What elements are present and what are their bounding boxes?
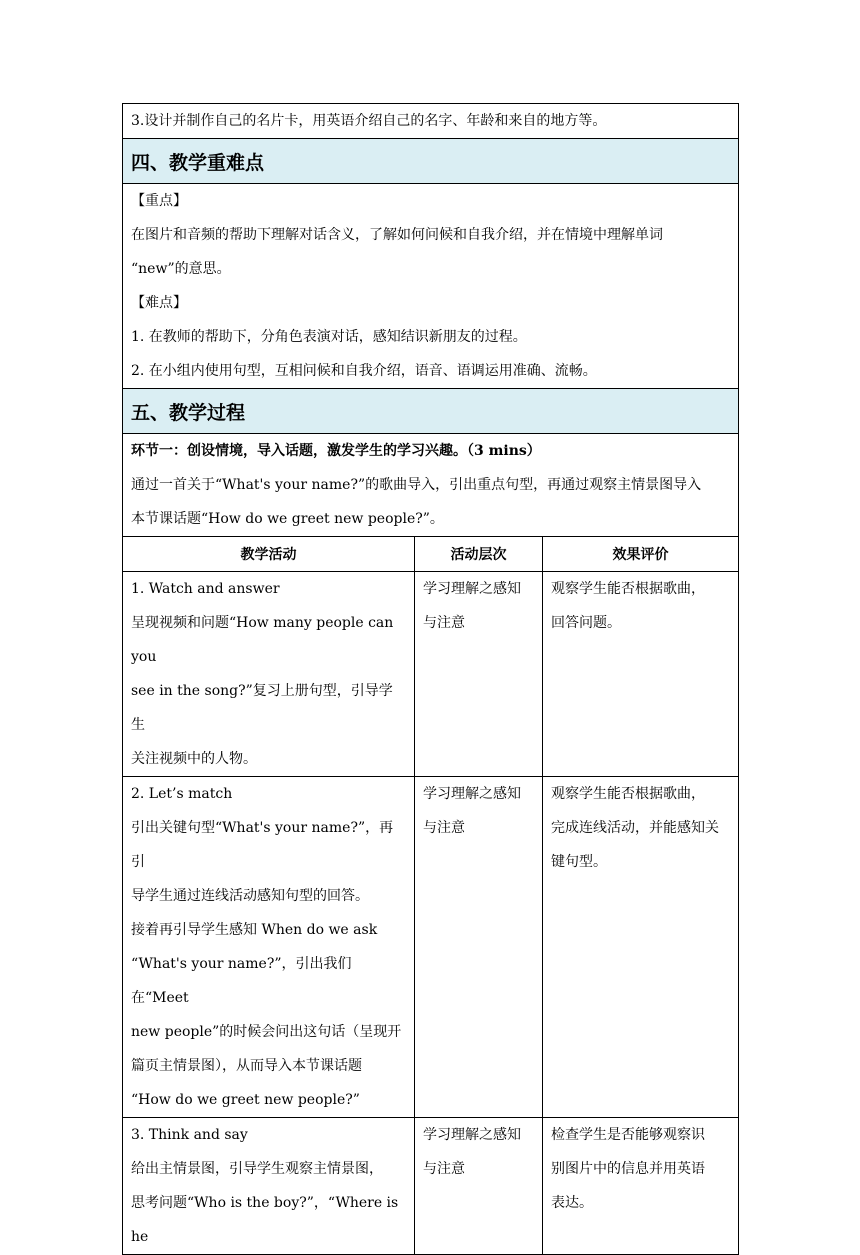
difficulty-label: 【难点】: [131, 295, 187, 311]
header-activity: 教学活动: [123, 537, 415, 572]
activity-line: “How do we greet new people?”: [131, 1092, 360, 1108]
activity-line: 引出关键句型“What's your name?”，再引: [131, 820, 394, 870]
activity-line: see in the song?”复习上册句型，引导学生: [131, 683, 393, 733]
evaluation-line: 完成连线活动，并能感知关: [551, 820, 719, 836]
activity-line: 呈现视频和问题“How many people can you: [131, 615, 394, 665]
section-4-title: 四、教学重难点: [123, 139, 739, 184]
evaluation-line: 回答问题。: [551, 615, 621, 631]
evaluation-line: 观察学生能否根据歌曲，: [551, 786, 705, 802]
objective-row: [123, 104, 739, 139]
difficulty-2: 2. 在小组内使用句型，互相问候和自我介绍，语音、语调运用准确、流畅。: [131, 363, 597, 379]
level-line: 与注意: [423, 820, 465, 836]
table-row: [123, 777, 739, 1118]
level-line: 学习理解之感知: [423, 786, 521, 802]
activity-cell: [123, 1118, 415, 1255]
level-line: 与注意: [423, 615, 465, 631]
level-line: 学习理解之感知: [423, 1127, 521, 1143]
activity-line: “What's your name?”，引出我们在“Meet: [131, 956, 352, 1006]
key-label: 【重点】: [131, 193, 187, 209]
lesson-plan-table: [122, 103, 739, 1255]
evaluation-cell: [543, 777, 739, 1118]
step-1-text-line-2: 本节课话题“How do we greet new people?”。: [131, 511, 444, 527]
key-text-line-1: 在图片和音频的帮助下理解对话含义，了解如何问候和自我介绍，并在情境中理解单词: [131, 227, 663, 243]
level-cell: [415, 572, 543, 777]
evaluation-line: 观察学生能否根据歌曲，: [551, 581, 705, 597]
activity-line: 篇页主情景图），从而导入本节课话题: [131, 1058, 362, 1074]
activity-line: new people”的时候会问出这句话（呈现开: [131, 1024, 402, 1040]
evaluation-line: 键句型。: [551, 854, 607, 870]
step-1-title: 环节一：创设情境，导入话题，激发学生的学习兴趣。（3 mins）: [131, 443, 541, 459]
activity-line: 给出主情景图，引导学生观察主情景图，: [131, 1161, 383, 1177]
evaluation-cell: [543, 1118, 739, 1255]
header-evaluation: 效果评价: [543, 537, 739, 572]
activity-line: 3. Think and say: [131, 1127, 248, 1143]
activity-line: 2. Let’s match: [131, 786, 233, 802]
activity-line: 思考问题“Who is the boy?”，“Where is he: [131, 1195, 399, 1245]
table-row: [123, 1118, 739, 1255]
section-5-intro: [123, 434, 739, 537]
level-line: 学习理解之感知: [423, 581, 521, 597]
evaluation-line: 表达。: [551, 1195, 593, 1211]
activity-cell: [123, 777, 415, 1118]
objective-3-text: 3.设计并制作自己的名片卡，用英语介绍自己的名字、年龄和来自的地方等。: [123, 104, 739, 139]
activity-line: 接着再引导学生感知 When do we ask: [131, 922, 378, 938]
section-4-body: [123, 184, 739, 389]
table-header-row: [123, 537, 739, 572]
table-row: [123, 572, 739, 777]
evaluation-line: 检查学生是否能够观察识: [551, 1127, 705, 1143]
level-cell: [415, 777, 543, 1118]
document-page: [122, 103, 738, 1255]
evaluation-line: 别图片中的信息并用英语: [551, 1161, 705, 1177]
level-line: 与注意: [423, 1161, 465, 1177]
key-text-line-2: “new”的意思。: [131, 261, 231, 277]
level-cell: [415, 1118, 543, 1255]
difficulty-1: 1. 在教师的帮助下，分角色表演对话，感知结识新朋友的过程。: [131, 329, 527, 345]
activity-line: 1. Watch and answer: [131, 581, 280, 597]
activity-line: 关注视频中的人物。: [131, 751, 257, 767]
evaluation-cell: [543, 572, 739, 777]
section-5-title: 五、教学过程: [123, 389, 739, 434]
activity-cell: [123, 572, 415, 777]
activity-line: 导学生通过连线活动感知句型的回答。: [131, 888, 369, 904]
header-level: 活动层次: [415, 537, 543, 572]
step-1-text-line-1: 通过一首关于“What's your name?”的歌曲导入，引出重点句型，再通过观察主情景图导入: [131, 477, 702, 493]
